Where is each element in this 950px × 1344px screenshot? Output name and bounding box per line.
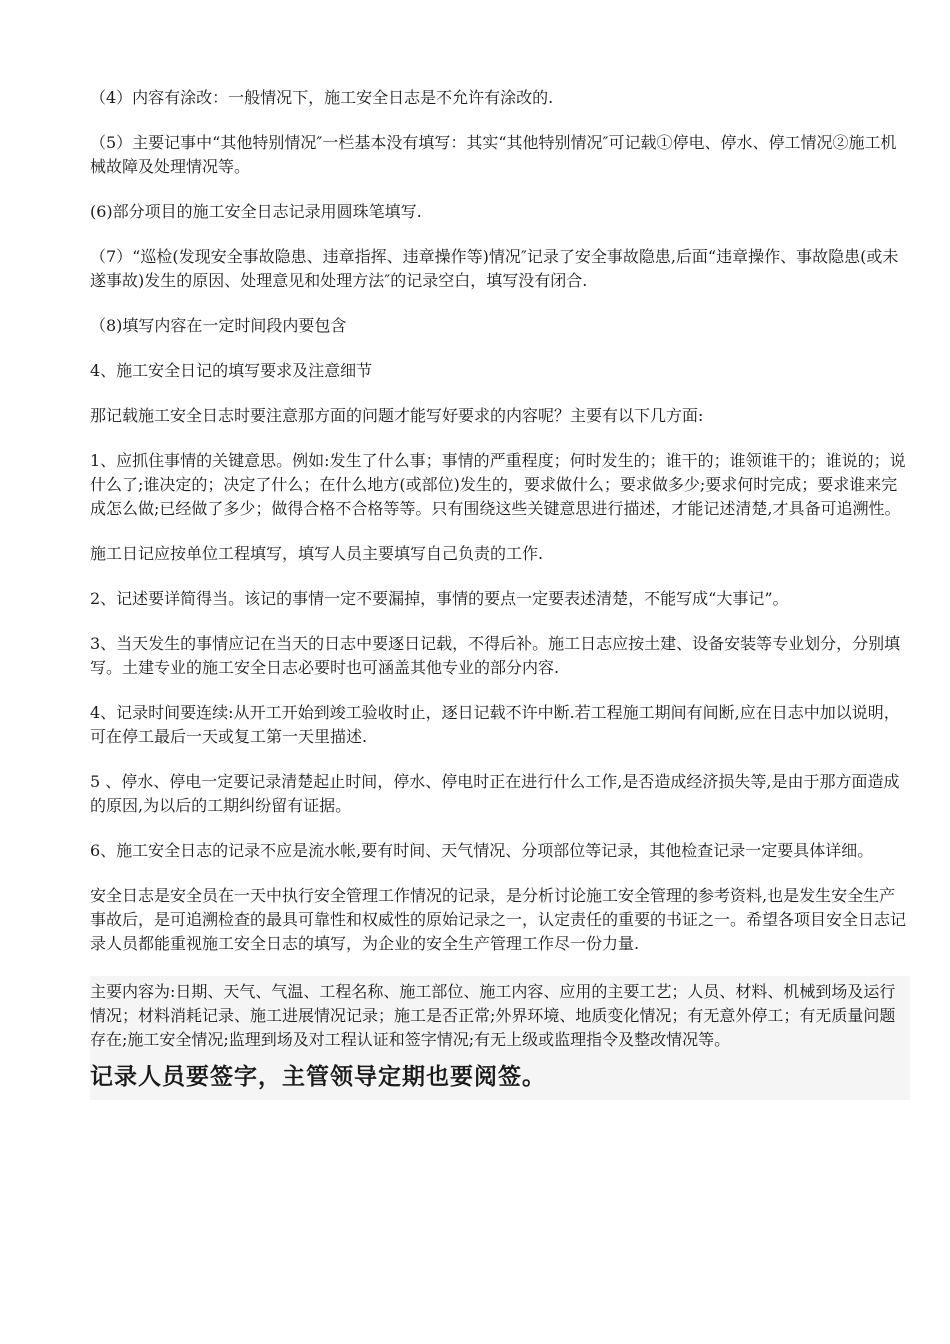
section-heading-requirements: 4、施工安全日记的填写要求及注意细节 xyxy=(90,361,373,380)
point-4-continuity: 4、记录时间要连续:从开工开始到竣工验收时止，逐日记载不许中断.若工程施工期间有间断,应在日志中加以说明，可在停工最后一天或复工第一天里描述. xyxy=(90,703,900,746)
item-4-alterations: （4）内容有涂改：一般情况下，施工安全日志是不允许有涂改的. xyxy=(90,88,554,107)
summary-paragraph: 安全日志是安全员在一天中执行安全管理工作情况的记录，是分析讨论施工安全管理的参考资料,也是发生安全生产事故后，是可追溯检查的最具可靠性和权威性的原始记录之一，认定责任的重要的书证之一。希望各项目安全日志记录人员都能重视施工安全日志的填写，为企业的安全生产管理工作尽一份力量. xyxy=(90,886,907,953)
main-contents-text: 主要内容为:日期、天气、气温、工程名称、施工部位、施工内容、应用的主要工艺；人员、材料、机械到场及运行情况；材料消耗记录、施工进展情况记录；施工是否正常;外界环境、地质变化情况；有无意外停工；有无质量问题存在;施工安全情况;监理到场及对工程认证和签字情况;有无上级或监理指令及整改情况等。 xyxy=(90,982,896,1049)
point-6-not-ledger: 6、施工安全日志的记录不应是流水帐,要有时间、天气情况、分项部位等记录，其他检查记录一定要具体详细。 xyxy=(90,841,874,860)
signoff-statement: 记录人员要签字，主管领导定期也要阅签。 xyxy=(90,1064,546,1090)
intro-question: 那记载施工安全日志时要注意那方面的问题才能写好要求的内容呢？主要有以下几方面: xyxy=(90,406,704,425)
main-contents-box xyxy=(90,976,910,1100)
item-7-inspection-record: （7）“巡检(发现安全事故隐患、违章指挥、违章操作等)情况″记录了安全事故隐患,后面“违章操作、事故隐患(或未遂事故)发生的原因、处理意见和处理方法″的记录空白，填写没有闭合. xyxy=(90,247,899,290)
point-2-detail-level: 2、记述要详简得当。该记的事情一定不要漏掉，事情的要点一定要表述清楚，不能写成“大事记”。 xyxy=(90,589,789,608)
point-3-same-day: 3、当天发生的事情应记在当天的日志中要逐日记载，不得后补。施工日志应按土建、设备安装等专业划分，分别填写。土建专业的施工安全日志必要时也可涵盖其他专业的部分内容. xyxy=(90,634,901,677)
point-1-key-meaning: 1、应抓住事情的关键意思。例如:发生了什么事；事情的严重程度；何时发生的；谁干的；谁领谁干的；谁说的；说什么了;谁决定的；决定了什么；在什么地方(或部位)发生的，要求做什么；要求做多少;要求何时完成；要求谁来完成怎么做;已经做了多少；做得合格不合格等等。只有围绕这些关键意思进行描述，才能记述清楚,才具备可追溯性。 xyxy=(90,451,906,518)
point-5-outages: 5 、停水、停电一定要记录清楚起止时间，停水、停电时正在进行什么工作,是否造成经济损失等,是由于那方面造成的原因,为以后的工期纠纷留有证据。 xyxy=(90,772,900,815)
item-8-time-period: （8)填写内容在一定时间段内要包含 xyxy=(90,316,347,335)
unit-project-note: 施工日记应按单位工程填写，填写人员主要填写自己负责的工作. xyxy=(90,544,544,563)
document-page xyxy=(90,86,910,1100)
item-5-special-situations: （5）主要记事中“其他特别情况″一栏基本没有填写：其实“其他特别情况″可记载①停电、停水、停工情况②施工机械故障及处理情况等。 xyxy=(90,133,897,176)
item-6-ballpoint-pen: (6)部分项目的施工安全日志记录用圆珠笔填写. xyxy=(90,202,422,221)
